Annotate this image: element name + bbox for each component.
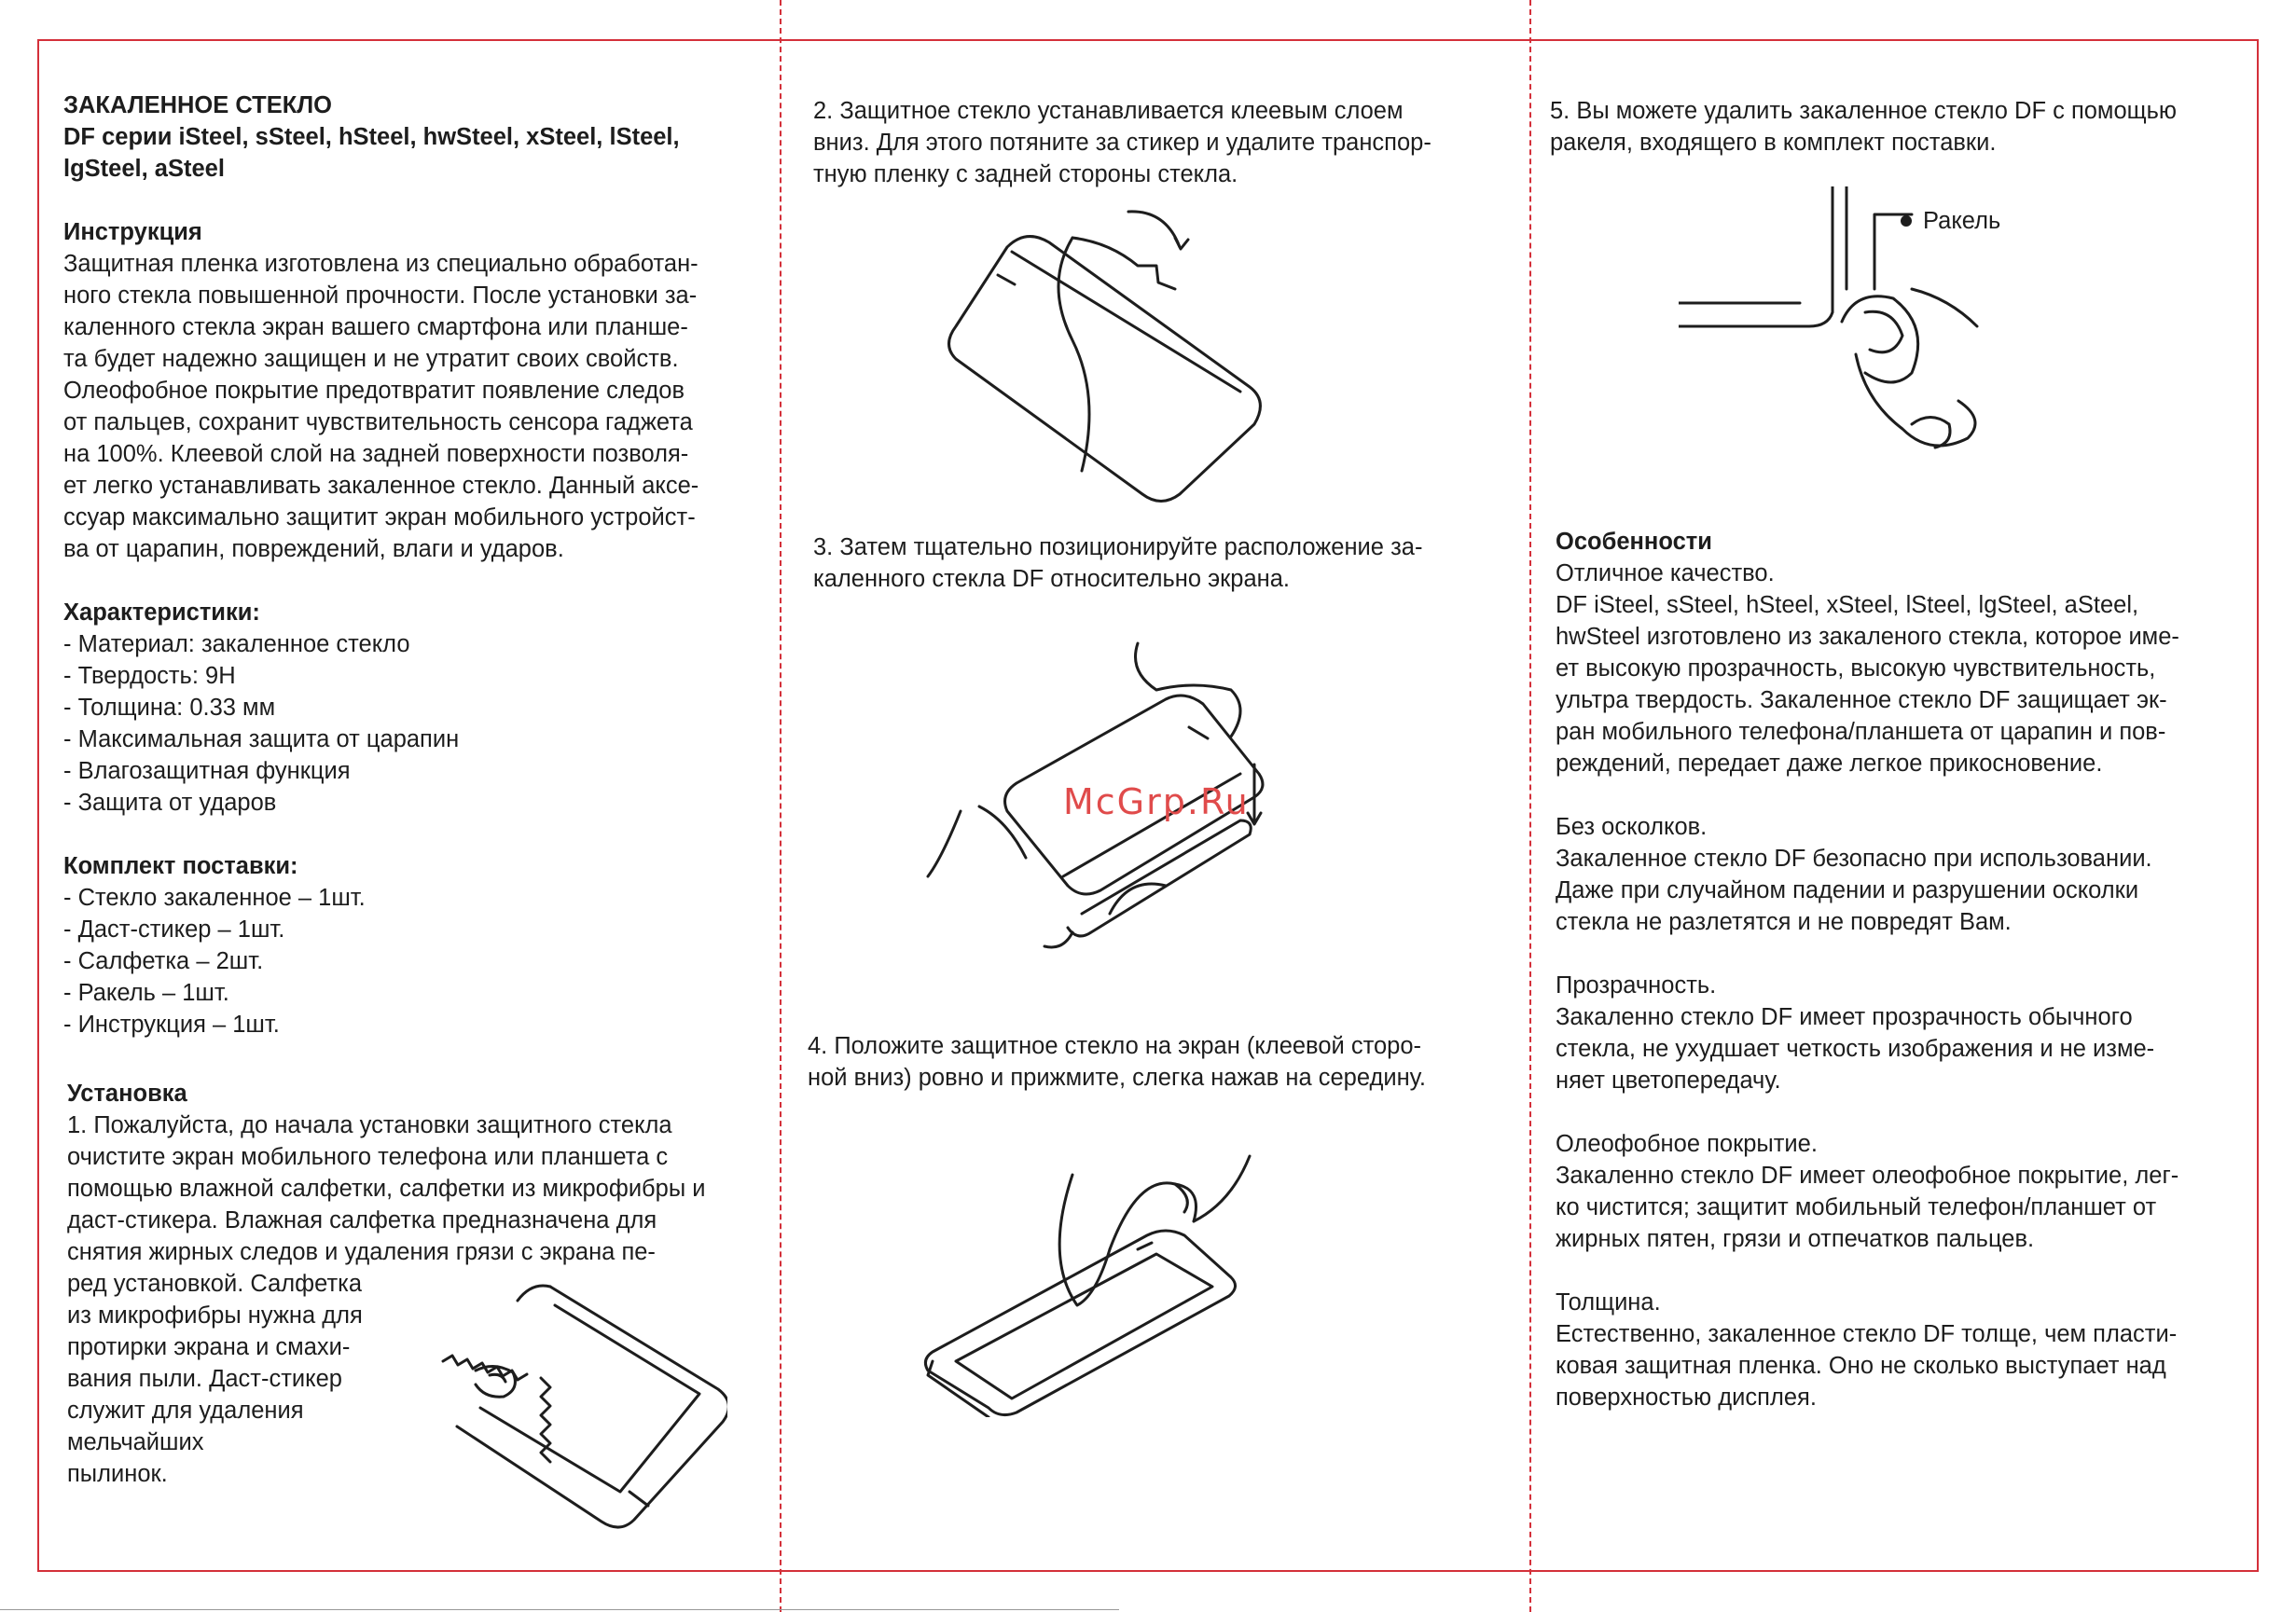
step3-block — [813, 531, 1522, 595]
step2-text — [813, 95, 1522, 190]
clarity-title: Прозрачность. — [1556, 972, 1717, 999]
clarity-text — [1556, 1001, 2246, 1096]
column-middle — [813, 95, 1522, 190]
install-heading: Установка — [67, 1081, 187, 1107]
text-line: - Толщина: 0.33 мм — [63, 695, 276, 721]
text-line: вниз. Для этого потяните за стикер и удалите транспор- — [813, 130, 1432, 156]
instruction-text — [63, 248, 763, 565]
text-line: ссуар максимально защитит экран мобильного устройст- — [63, 504, 696, 530]
text-line: ран мобильного телефона/планшета от царапин и пов- — [1556, 719, 2166, 745]
text-line: мельчайших — [67, 1429, 204, 1455]
bottom-edge — [0, 1609, 1119, 1610]
doc-title: ЗАКАЛЕННОЕ СТЕКЛО — [63, 92, 332, 118]
text-line: служит для удаления — [67, 1398, 304, 1424]
fold-line-2 — [1529, 0, 1531, 1612]
text-line: очистите экран мобильного телефона или планшета с — [67, 1144, 669, 1170]
quality-text — [1556, 589, 2246, 779]
text-line: ет легко устанавливать закаленное стекло. Данный аксе- — [63, 473, 699, 499]
text-line: 3. Затем тщательно позиционируйте расположение за- — [813, 534, 1423, 560]
text-line: 4. Положите защитное стекло на экран (клеевой сторо- — [808, 1033, 1422, 1059]
text-line: hwSteel изготовлено из закаленого стекла, которое име- — [1556, 624, 2179, 650]
specs-heading: Характеристики: — [63, 599, 260, 626]
text-line: ко чистится; защитит мобильный телефон/планшет от — [1556, 1194, 2157, 1220]
text-line: няет цветопередачу. — [1556, 1068, 1781, 1094]
text-line: - Стекло закаленное – 1шт. — [63, 885, 366, 911]
step5-text — [1550, 95, 2240, 158]
text-line: вания пыли. Даст-стикер — [67, 1366, 342, 1392]
step3-text — [813, 531, 1522, 595]
install-text-wrap — [63, 1300, 403, 1490]
text-line: - Максимальная защита от царапин — [63, 726, 460, 752]
text-line: жирных пятен, грязи и отпечатков пальцев. — [1556, 1226, 2035, 1252]
text-line: помощью влажной салфетки, салфетки из микрофибры и — [67, 1176, 706, 1202]
text-line: ва от царапин, повреждений, влаги и ударов. — [63, 536, 564, 562]
text-line: - Материал: закаленное стекло — [63, 631, 410, 657]
text-line: 2. Защитное стекло устанавливается клеевым слоем — [813, 98, 1404, 124]
squeegee-pointer-dot — [1901, 215, 1912, 227]
text-line: снятия жирных следов и удаления грязи с экрана пе- — [67, 1239, 656, 1265]
shards-text — [1556, 843, 2246, 938]
instruction-heading: Инструкция — [63, 219, 202, 245]
text-line: - Салфетка – 2шт. — [63, 948, 264, 974]
text-line: ковая защитная пленка. Оно не сколько выступает над — [1556, 1353, 2166, 1379]
text-line: Олеофобное покрытие предотвратит появление следов — [63, 378, 685, 404]
text-line: Даже при случайном падении и разрушении осколки — [1556, 877, 2139, 903]
text-line: ультра твердость. Закаленное стекло DF защищает эк- — [1556, 687, 2167, 713]
press-glass-illustration — [914, 1147, 1315, 1417]
text-line: пылинок. — [67, 1461, 168, 1487]
text-line: ред установкой. Салфетка — [67, 1271, 363, 1297]
text-line: протирки экрана и смахи- — [67, 1334, 351, 1360]
text-line: на 100%. Клеевой слой на задней поверхности позволя- — [63, 441, 689, 467]
text-line: каленного стекла DF относительно экрана. — [813, 566, 1290, 592]
text-line: тную пленку с задней стороны стекла. — [813, 161, 1238, 187]
text-line: - Инструкция – 1шт. — [63, 1012, 280, 1038]
text-line: реждений, передает даже легкое прикосновение. — [1556, 751, 2103, 777]
text-line: даст-стикера. Влажная салфетка предназначена для — [67, 1207, 657, 1233]
text-line: поверхностью дисплея. — [1556, 1385, 1817, 1411]
features-heading: Особенности — [1556, 529, 1712, 555]
shards-title: Без осколков. — [1556, 814, 1708, 840]
text-line: стекла не разлетятся и не повредят Вам. — [1556, 909, 2012, 935]
text-line: - Влагозащитная функция — [63, 758, 351, 784]
package-list — [63, 882, 763, 1040]
squeegee-label: Ракель — [1923, 208, 2001, 234]
text-line: стекла, не ухудшает четкость изображения и не изме- — [1556, 1036, 2155, 1062]
step4-block — [808, 1030, 1526, 1094]
text-line: Закаленно стекло DF имеет прозрачность обычного — [1556, 1004, 2133, 1030]
fold-line-1 — [780, 0, 781, 1612]
step4-text — [808, 1030, 1526, 1094]
text-line: - Твердость: 9H — [63, 663, 236, 689]
text-line: ракеля, входящего в комплект поставки. — [1550, 130, 1997, 156]
text-line: Естественно, закаленное стекло DF толще, чем пласти- — [1556, 1321, 2178, 1347]
text-line: Закаленно стекло DF имеет олеофобное покрытие, лег- — [1556, 1163, 2179, 1189]
text-line: ет высокую прозрачность, высокую чувствительность, — [1556, 655, 2156, 682]
features-block — [1556, 526, 2246, 1413]
text-line: DF iSteel, sSteel, hSteel, xSteel, lSteel, lgSteel, aSteel, — [1556, 592, 2139, 618]
wiping-phone-illustration — [438, 1268, 727, 1529]
text-line: каленного стекла экран вашего смартфона или планше- — [63, 314, 688, 340]
text-line: Защитная пленка изготовлена из специально обработан- — [63, 251, 698, 277]
text-line: из микрофибры нужна для — [67, 1302, 363, 1329]
text-line: - Защита от ударов — [63, 790, 277, 816]
thickness-title: Толщина. — [1556, 1289, 1661, 1316]
text-line: 5. Вы можете удалить закаленное стекло DF с помощью — [1550, 98, 2178, 124]
column-right — [1550, 95, 2240, 158]
quality-title: Отличное качество. — [1556, 560, 1775, 586]
text-line: та будет надежно защищен и не утратит своих свойств. — [63, 346, 679, 372]
thickness-text — [1556, 1318, 2246, 1413]
text-line: ного стекла повышенной прочности. После установки за- — [63, 282, 698, 309]
text-line: Закаленное стекло DF безопасно при использовании. — [1556, 846, 2152, 872]
text-line: - Даст-стикер – 1шт. — [63, 916, 285, 943]
text-line: ной вниз) ровно и прижмите, слегка нажав на середину. — [808, 1065, 1426, 1091]
oleophobic-text — [1556, 1160, 2246, 1255]
text-line: - Ракель – 1шт. — [63, 980, 229, 1006]
doc-subtitle: DF серии iSteel, sSteel, hSteel, hwSteel, xSteel, lSteel, — [63, 124, 680, 150]
remove-film-illustration — [942, 200, 1287, 508]
specs-list — [63, 628, 763, 819]
oleophobic-title: Олеофобное покрытие. — [1556, 1131, 1818, 1157]
doc-subtitle-2: lgSteel, aSteel — [63, 156, 225, 182]
watermark: McGrp.Ru — [1063, 781, 1250, 822]
package-heading: Комплект поставки: — [63, 853, 298, 879]
text-line: 1. Пожалуйста, до начала установки защитного стекла — [67, 1112, 672, 1138]
text-line: от пальцев, сохранит чувствительность сенсора гаджета — [63, 409, 693, 435]
